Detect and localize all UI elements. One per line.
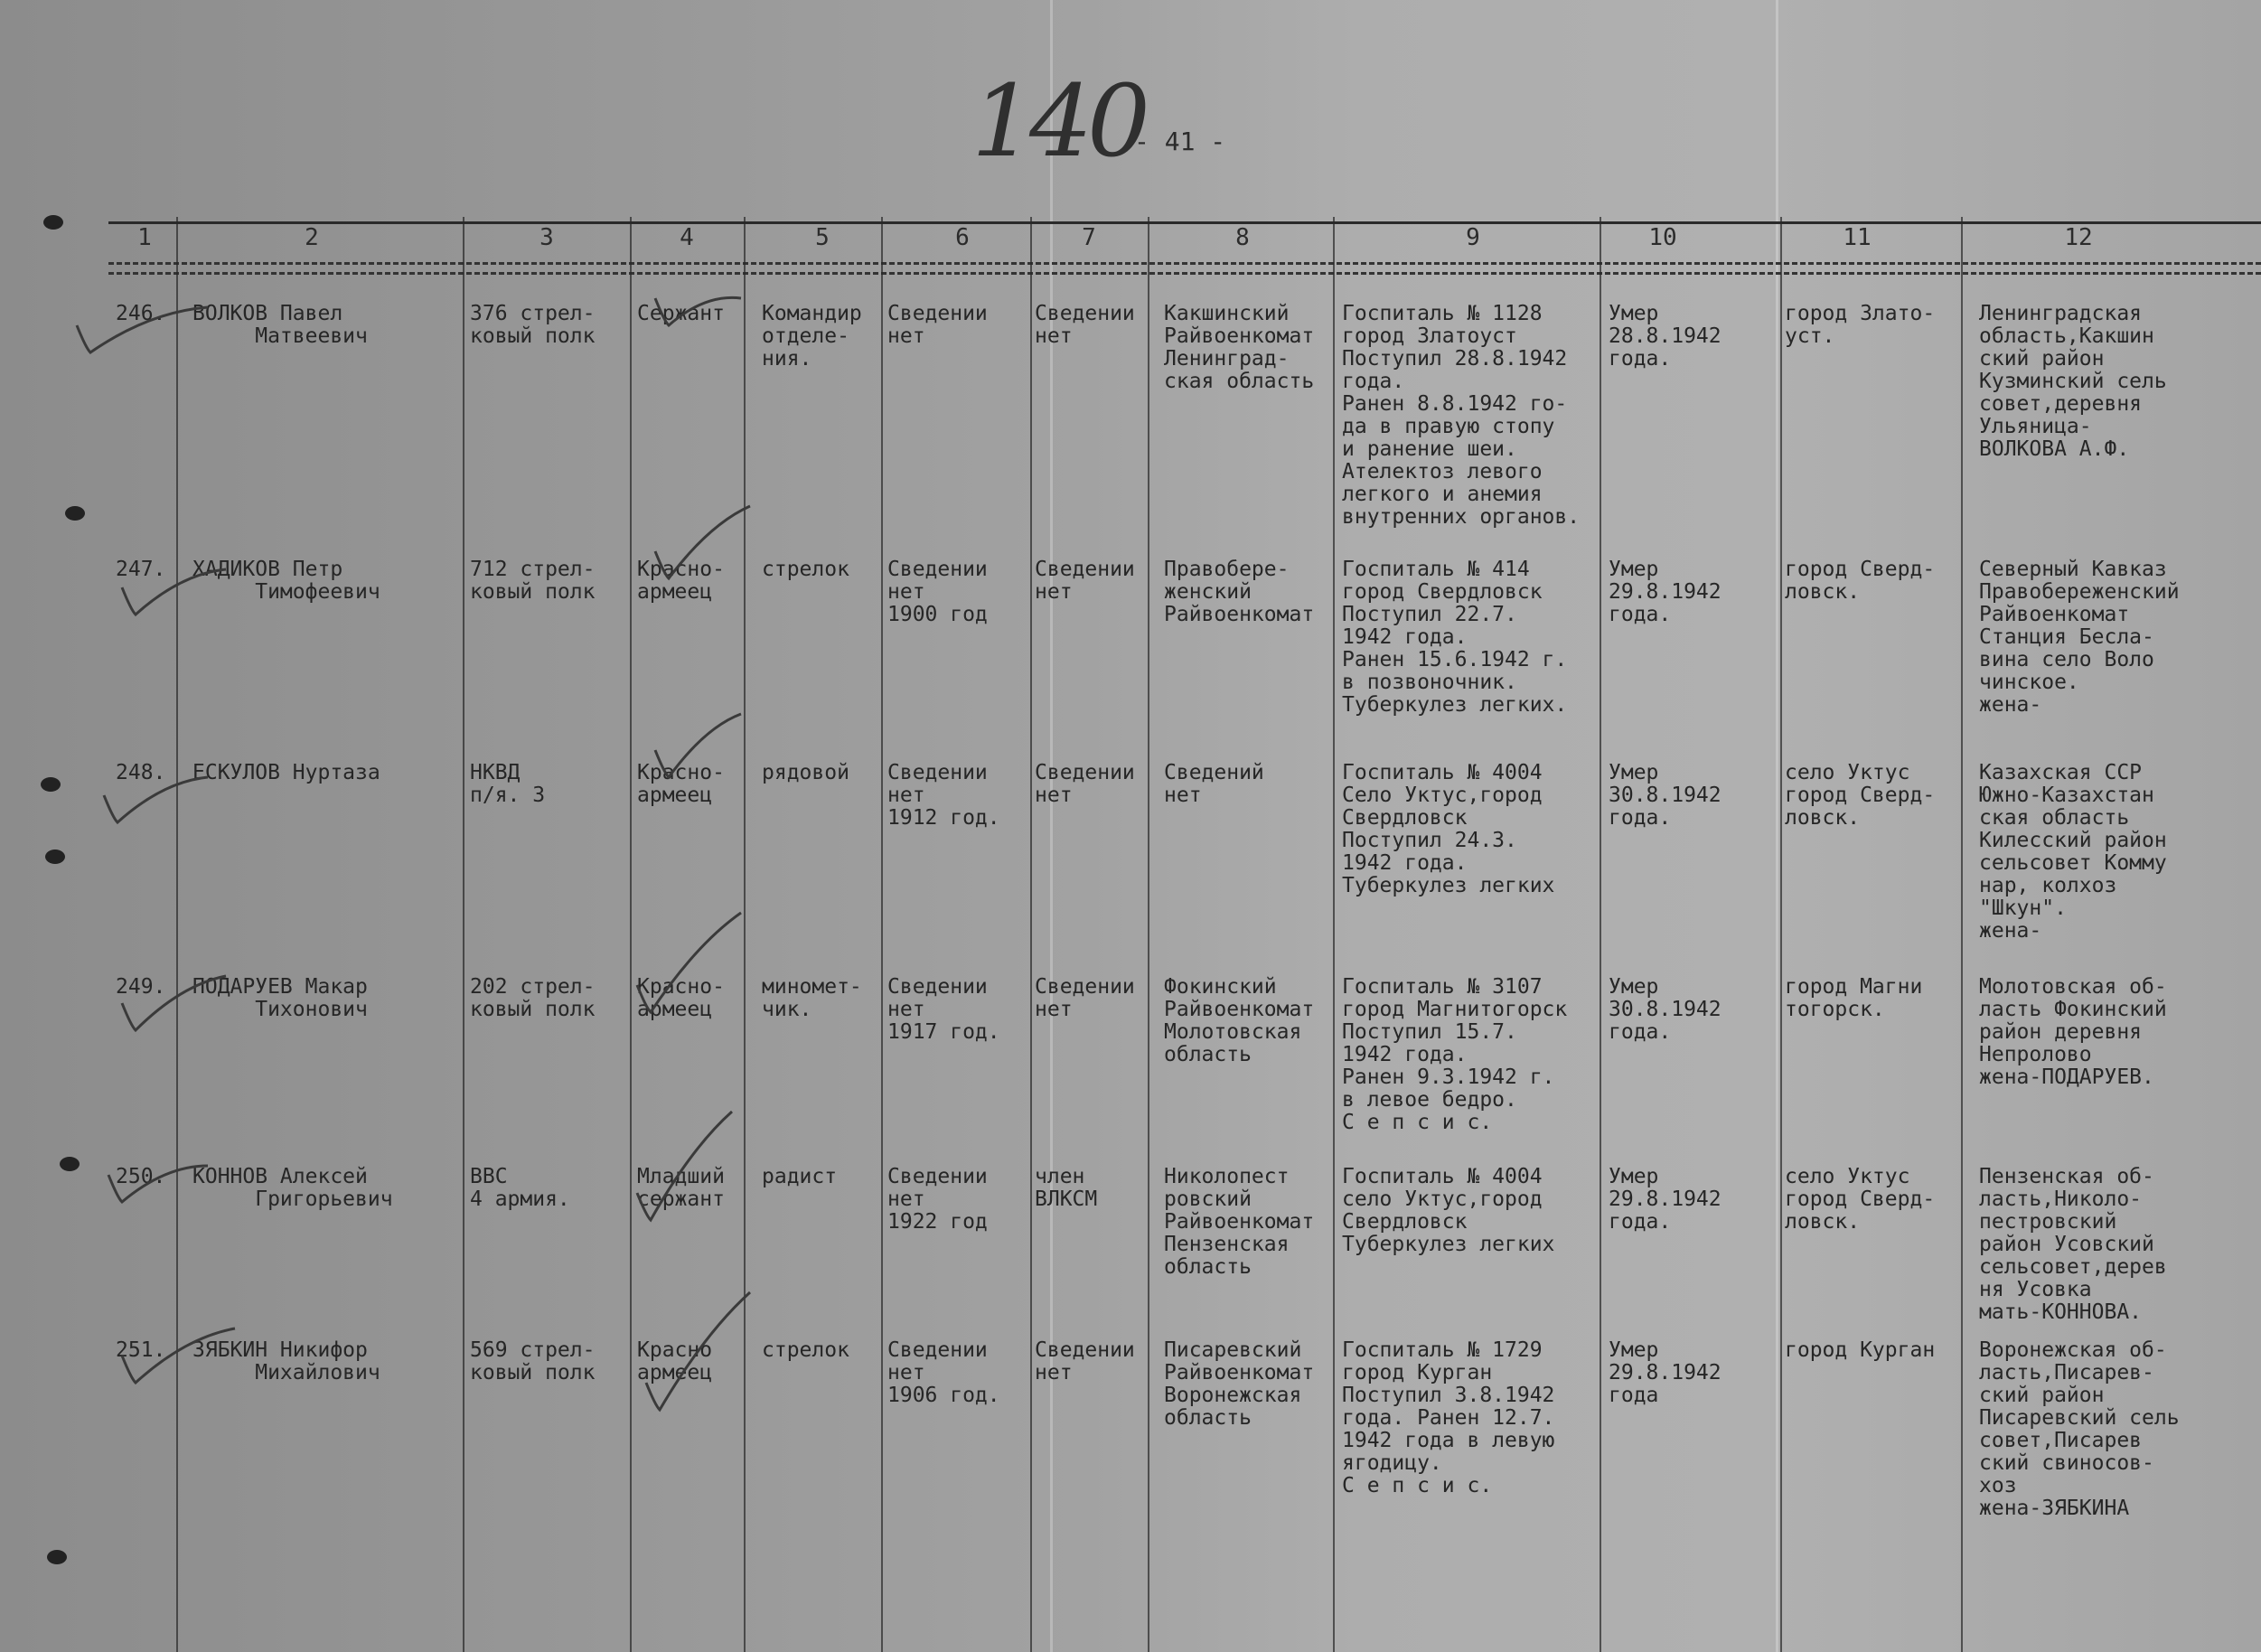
military-unit: ВВС 4 армия. — [470, 1165, 570, 1211]
soldier-name: ЕСКУЛОВ Нуртаза — [192, 761, 380, 784]
military-rank: Красно армеец — [637, 1338, 713, 1384]
record-number: 247. — [116, 558, 166, 581]
hospital-info: Госпиталь № 1729 город Курган Поступил 3.8.1942 года. Ранен 12.7. 1942 года в левую ягодицу. С е п с и с. — [1342, 1338, 1555, 1497]
hospital-info: Госпиталь № 1128 город Златоуст Поступил 28.8.1942 года. Ранен 8.8.1942 го- да в правую стопу и ранение шеи. Ателектоз левого легкого и анемия внутренних органов. — [1342, 302, 1581, 529]
party-membership: Сведении нет — [1035, 1338, 1135, 1384]
position: рядовой — [762, 761, 849, 784]
position: радист — [762, 1165, 838, 1188]
soldier-name: ВОЛКОВ Павел Матвеевич — [192, 302, 368, 348]
military-rank: Красно- армеец — [637, 761, 725, 807]
military-commissariat: Фокинский Райвоенкомат Молотовская область — [1164, 975, 1315, 1066]
military-commissariat: Сведений нет — [1164, 761, 1264, 807]
death-date: Умер 30.8.1942 года. — [1609, 761, 1722, 830]
death-date: Умер 29.8.1942 года. — [1609, 1165, 1722, 1234]
death-date: Умер 30.8.1942 года. — [1609, 975, 1722, 1044]
birth-year: Сведении нет 1906 год. — [887, 1338, 1000, 1407]
relatives-address: Казахская ССР Южно-Казахстан ская область Килесский район сельсовет Комму нар, колхоз "Шкун". жена- — [1979, 761, 2167, 943]
party-membership: Сведении нет — [1035, 302, 1135, 348]
position: миномет- чик. — [762, 975, 862, 1021]
soldier-name: ХАДИКОВ Петр Тимофеевич — [192, 558, 380, 604]
military-unit: 376 стрел- ковый полк — [470, 302, 596, 348]
military-rank: Красно- армеец — [637, 975, 725, 1021]
column-number: 3 — [539, 224, 554, 251]
soldier-name: ЗЯБКИН Никифор Михайлович — [192, 1338, 380, 1384]
party-membership: Сведении нет — [1035, 975, 1135, 1021]
birth-year: Сведении нет 1922 год — [887, 1165, 988, 1234]
column-number: 11 — [1843, 224, 1872, 251]
relatives-address: Пензенская об- ласть,Николо- пестровский район Усовский сельсовет,дерев ня Усовка мать-КОННОВА. — [1979, 1165, 2167, 1324]
birth-year: Сведении нет 1917 год. — [887, 975, 1000, 1044]
burial-place: город Магни тогорск. — [1785, 975, 1923, 1021]
position: стрелок — [762, 558, 849, 581]
hospital-info: Госпиталь № 4004 Село Уктус,город Свердловск Поступил 24.3. 1942 года. Туберкулез легких — [1342, 761, 1555, 897]
record-number: 249. — [116, 975, 166, 999]
record-number: 246. — [116, 302, 166, 325]
hospital-info: Госпиталь № 3107 город Магнитогорск Поступил 15.7. 1942 года. Ранен 9.3.1942 г. в левое бедро. С е п с и с. — [1342, 975, 1568, 1134]
position: Командир отделе- ния. — [762, 302, 862, 371]
military-commissariat: Правобере- женский Райвоенкомат — [1164, 558, 1315, 626]
military-unit: 569 стрел- ковый полк — [470, 1338, 596, 1384]
death-date: Умер 29.8.1942 года. — [1609, 558, 1722, 626]
relatives-address: Северный Кавказ Правобереженский Райвоенкомат Станция Бесла- вина село Воло чинское. жена- — [1979, 558, 2180, 717]
death-date: Умер 29.8.1942 года — [1609, 1338, 1722, 1407]
burial-place: село Уктус город Сверд- ловск. — [1785, 761, 1936, 830]
column-number: 4 — [680, 224, 694, 251]
birth-year: Сведении нет 1912 год. — [887, 761, 1000, 830]
soldier-name: ПОДАРУЕВ Макар Тихонович — [192, 975, 368, 1021]
page-number: - 41 - — [1134, 127, 1226, 156]
death-date: Умер 28.8.1942 года. — [1609, 302, 1722, 371]
burial-place: город Злато- уст. — [1785, 302, 1936, 348]
record-number: 248. — [116, 761, 166, 784]
military-commissariat: Писаревский Райвоенкомат Воронежская область — [1164, 1338, 1315, 1430]
relatives-address: Воронежская об- ласть,Писарев- ский район Писаревский сель совет,Писарев ский свиносов- хоз жена-ЗЯБКИНА — [1979, 1338, 2180, 1520]
column-number: 8 — [1235, 224, 1250, 251]
record-number: 250. — [116, 1165, 166, 1188]
relatives-address: Молотовская об- ласть Фокинский район деревня Непролово жена-ПОДАРУЕВ. — [1979, 975, 2167, 1089]
position: стрелок — [762, 1338, 849, 1362]
column-number: 7 — [1082, 224, 1096, 251]
military-commissariat: Какшинский Райвоенкомат Ленинград- ская область — [1164, 302, 1315, 393]
burial-place: город Курган — [1785, 1338, 1936, 1362]
column-number: 1 — [137, 224, 152, 251]
relatives-address: Ленинградская область,Какшин ский район Кузминский сель совет,деревня Ульяница- ВОЛКОВА А.Ф. — [1979, 302, 2167, 461]
column-number: 2 — [305, 224, 319, 251]
military-rank: Сержант — [637, 302, 725, 325]
military-rank: Младший сержант — [637, 1165, 725, 1211]
hospital-info: Госпиталь № 414 город Свердловск Поступил 22.7. 1942 года. Ранен 15.6.1942 г. в позвоночник. Туберкулез легких. — [1342, 558, 1568, 717]
party-membership: член ВЛКСМ — [1035, 1165, 1098, 1211]
military-commissariat: Николопест ровский Райвоенкомат Пензенская область — [1164, 1165, 1315, 1279]
hospital-info: Госпиталь № 4004 село Уктус,город Свердловск Туберкулез легких — [1342, 1165, 1555, 1256]
burial-place: село Уктус город Сверд- ловск. — [1785, 1165, 1936, 1234]
handwritten-page-number: 140 — [971, 63, 1145, 179]
birth-year: Сведении нет — [887, 302, 988, 348]
column-number: 6 — [955, 224, 970, 251]
soldier-name: КОННОВ Алексей Григорьевич — [192, 1165, 393, 1211]
party-membership: Сведении нет — [1035, 761, 1135, 807]
column-number: 10 — [1648, 224, 1677, 251]
party-membership: Сведении нет — [1035, 558, 1135, 604]
birth-year: Сведении нет 1900 год — [887, 558, 988, 626]
column-number: 12 — [2064, 224, 2093, 251]
record-number: 251. — [116, 1338, 166, 1362]
military-unit: 202 стрел- ковый полк — [470, 975, 596, 1021]
military-unit: НКВД п/я. 3 — [470, 761, 546, 807]
military-unit: 712 стрел- ковый полк — [470, 558, 596, 604]
column-number: 5 — [815, 224, 830, 251]
column-number: 9 — [1466, 224, 1480, 251]
military-rank: Красно- армеец — [637, 558, 725, 604]
burial-place: город Сверд- ловск. — [1785, 558, 1936, 604]
